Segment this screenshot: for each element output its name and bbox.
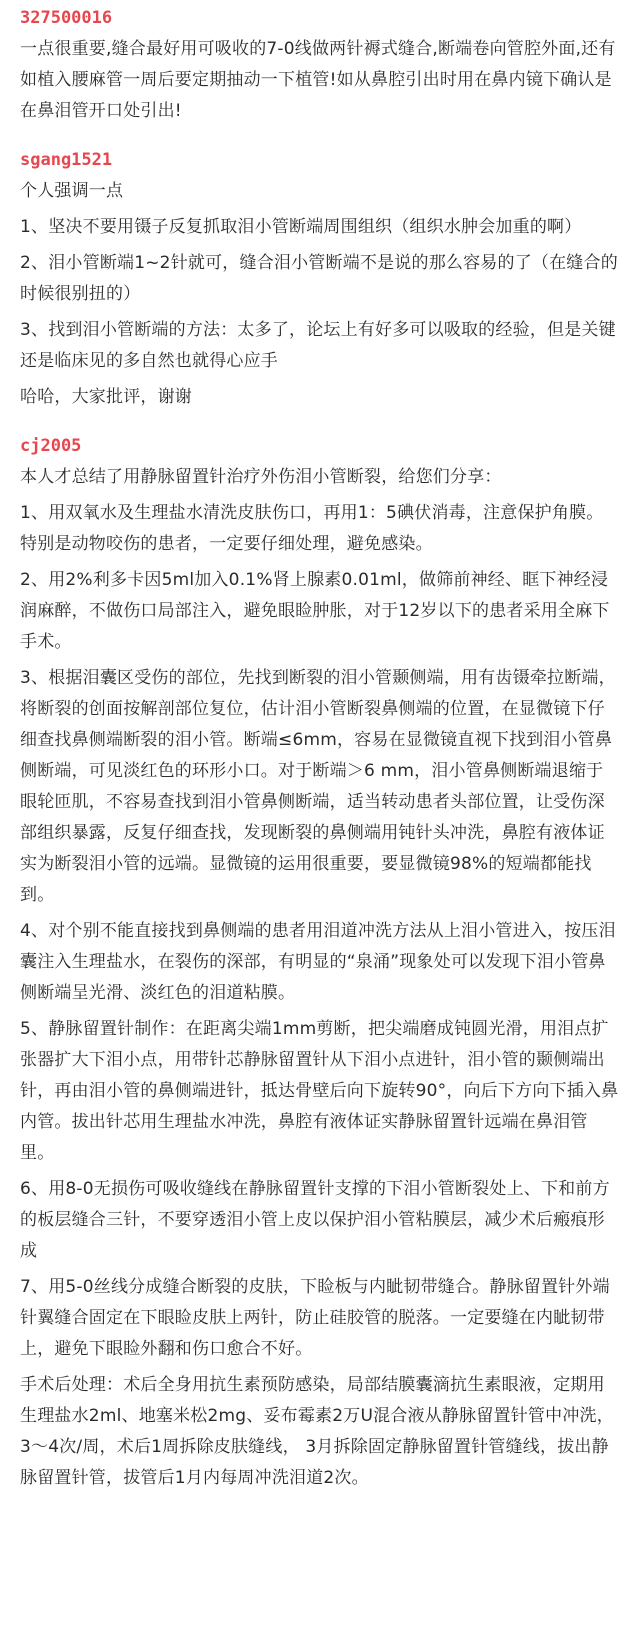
post (20, 432, 620, 1494)
post-paragraph: 3、根据泪囊区受伤的部位，先找到断裂的泪小管颞侧端，用有齿镊牵拉断端，将断裂的创面按解剖部位复位，估计泪小管断裂鼻侧端的位置，在显微镜下仔细查找鼻侧端断裂的泪小管。断端≤6mm，容易在显微镜直视下找到泪小管鼻侧断端，可见淡红色的环形小口。对于断端＞6 mm，泪小管鼻侧断端退缩于眼轮匝肌，不容易查找到泪小管鼻侧断端，适当转动患者头部位置，让受伤深部组织暴露，反复仔细查找，发现断裂的鼻侧端用钝针头冲洗，鼻腔有液体证实为断裂泪小管的远端。显微镜的运用很重要，要显微镜98%的短端都能找到。 (20, 668, 616, 905)
post-paragraph: 2、泪小管断端1~2针就可，缝合泪小管断端不是说的那么容易的了（在缝合的时候很别扭的） (20, 253, 618, 304)
post-paragraph: 4、对个别不能直接找到鼻侧端的患者用泪道冲洗方法从上泪小管进入，按压泪囊注入生理盐水，在裂伤的深部，有明显的“泉涌”现象处可以发现下泪小管鼻侧断端呈光滑、淡红色的泪道粘膜。 (20, 921, 616, 1003)
post-paragraph: 6、用8-0无损伤可吸收缝线在静脉留置针支撑的下泪小管断裂处上、下和前方的板层缝合三针，不要穿透泪小管上皮以保护泪小管粘膜层，减少术后瘢痕形成 (20, 1179, 610, 1261)
post-author[interactable]: sgang1521 (20, 150, 113, 170)
post-author[interactable]: cj2005 (20, 436, 82, 456)
post-paragraph: 个人强调一点 (20, 181, 124, 201)
post-paragraph: 哈哈，大家批评，谢谢 (20, 387, 192, 407)
post-paragraph: 3、找到泪小管断端的方法：太多了，论坛上有好多可以吸取的经验，但是关键还是临床见的多自然也就得心应手 (20, 320, 616, 371)
post (20, 4, 620, 127)
post-paragraph: 本人才总结了用静脉留置针治疗外伤泪小管断裂，给您们分享： (20, 467, 502, 487)
post-paragraph: 7、用5-0丝线分成缝合断裂的皮肤，下睑板与内眦韧带缝合。静脉留置针外端针翼缝合固定在下眼睑皮肤上两针，防止硅胶管的脱落。一定要缝在内眦韧带上，避免下眼睑外翻和伤口愈合不好。 (20, 1277, 610, 1359)
post-paragraph: 1、坚决不要用镊子反复抓取泪小管断端周围组织（组织水肿会加重的啊） (20, 217, 582, 237)
post (20, 146, 620, 413)
post-paragraph: 2、用2%利多卡因5ml加入0.1%肾上腺素0.01ml，做筛前神经、眶下神经浸润麻醉，不做伤口局部注入，避免眼睑肿胀，对于12岁以下的患者采用全麻下手术。 (20, 570, 610, 652)
post-paragraph: 1、用双氧水及生理盐水清洗皮肤伤口，再用1：5碘伏消毒，注意保护角膜。特别是动物咬伤的患者，一定要仔细处理，避免感染。 (20, 503, 604, 554)
post-paragraph: 5、静脉留置针制作：在距离尖端1mm剪断，把尖端磨成钝圆光滑，用泪点扩张器扩大下泪小点，用带针芯静脉留置针从下泪小点进针，泪小管的颞侧端出针，再由泪小管的鼻侧端进针，抵达骨壁后向下旋转90°，向后下方向下插入鼻内管。拔出针芯用生理盐水冲洗，鼻腔有液体证实静脉留置针远端在鼻泪管里。 (20, 1019, 619, 1163)
post-author[interactable]: 327500016 (20, 8, 113, 28)
post-paragraph: 一点很重要,缝合最好用可吸收的7-0线做两针褥式缝合,断端卷向管腔外面,还有如植入腰麻管一周后要定期抽动一下植管!如从鼻腔引出时用在鼻内镜下确认是在鼻泪管开口处引出! (20, 39, 616, 121)
post-paragraph: 手术后处理：术后全身用抗生素预防感染，局部结膜囊滴抗生素眼液，定期用生理盐水2ml、地塞米松2mg、妥布霉素2万U混合液从静脉留置针管中冲洗，3～4次/周，术后1周拆除皮肤缝线， 3月拆除固定静脉留置针管缝线，拔出静脉留置针管，拔管后1月内每周冲洗泪道2次。 (20, 1375, 614, 1488)
